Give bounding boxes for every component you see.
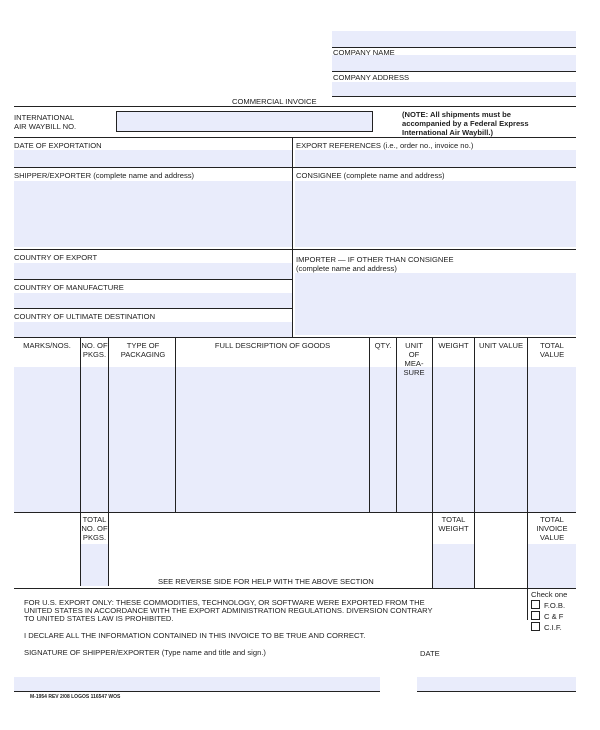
date-input[interactable] [417,677,576,691]
company-address-field-2[interactable] [332,82,576,96]
rule [80,337,81,586]
rule [417,691,576,692]
terms-option-label: C.I.F. [544,623,562,632]
export-statement-line3: TO UNITED STATES LAW IS PROHIBITED. [24,614,174,623]
rule [14,249,576,250]
terms-option-cif[interactable] [531,622,562,632]
packaging-column-input[interactable] [109,367,175,512]
weight-column-input[interactable] [433,367,474,512]
importer-label-line2: (complete name and address) [296,264,397,273]
awb-note-line3: International Air Waybill.) [402,128,493,137]
country-of-destination-input[interactable] [14,322,292,337]
header-weight: WEIGHT [438,341,469,350]
marks-column-input[interactable] [14,367,80,512]
total-pkgs-label: TOTAL NO. OF PKGS. [81,515,108,542]
export-statement-line1: FOR U.S. EXPORT ONLY: THESE COMMODITIES, TECHNOLOGY, OR SOFTWARE WERE EXPORTED FROM THE [24,598,425,607]
rule [292,137,293,337]
country-of-export-input[interactable] [14,263,292,279]
rule [14,337,576,338]
pkgs-column-input[interactable] [81,367,108,512]
export-references-input[interactable] [295,150,576,167]
header-description: FULL DESCRIPTION OF GOODS [214,341,331,350]
signature-label: SIGNATURE OF SHIPPER/EXPORTER (Type name and title and sign.) [24,648,266,657]
header-marks: MARKS/NOS. [23,341,71,350]
awb-label-line2: AIR WAYBILL NO. [14,122,77,131]
total-value-column-input[interactable] [528,367,576,512]
rule [332,71,576,72]
total-value-label: TOTAL INVOICE VALUE [536,515,568,542]
header-unit-value: UNIT VALUE [478,341,524,350]
rule [175,337,176,512]
total-pkgs-input[interactable] [81,544,108,586]
awb-note-line2: accompanied by a Federal Express [402,119,529,128]
awb-label-line1: INTERNATIONAL [14,113,75,122]
rule [369,337,370,512]
form-title: COMMERCIAL INVOICE [232,97,317,106]
rule [14,106,576,107]
total-weight-input[interactable] [433,544,474,588]
rule [14,137,576,138]
rule [14,308,292,309]
header-pkgs: NO. OF PKGS. [81,341,108,359]
country-of-manufacture-input[interactable] [14,293,292,308]
awb-note-line1: (NOTE: All shipments must be [402,110,511,119]
rule [14,167,576,168]
checkbox-icon[interactable] [531,622,540,631]
description-column-input[interactable] [176,367,369,512]
checkbox-icon[interactable] [531,600,540,609]
export-statement-line2: UNITED STATES IN ACCORDANCE WITH THE EXPORT ADMINISTRATION REGULATIONS. DIVERSION CONTRARY [24,606,433,615]
rule [527,337,528,620]
header-total-value: TOTAL VALUE [539,341,565,359]
date-label: DATE [420,649,440,658]
form-code: M-1954 REV 2/08 LOGOS 116547 WOS [30,694,121,700]
reverse-side-note: SEE REVERSE SIDE FOR HELP WITH THE ABOVE SECTION [158,577,374,586]
terms-option-cf[interactable] [531,611,563,621]
company-name-field[interactable] [332,31,576,47]
shipper-input[interactable] [14,181,292,247]
qty-column-input[interactable] [370,367,396,512]
importer-input[interactable] [295,273,576,335]
unit-column-input[interactable] [397,367,432,512]
rule [14,588,576,589]
shipper-label: SHIPPER/EXPORTER (complete name and address) [14,171,195,180]
terms-heading: Check one [531,590,568,599]
country-of-destination-label: COUNTRY OF ULTIMATE DESTINATION [14,312,156,321]
terms-option-fob[interactable] [531,600,565,610]
rule [396,337,397,512]
total-value-input[interactable] [528,544,576,588]
consignee-label: CONSIGNEE (complete name and address) [296,171,445,180]
rule [474,337,475,588]
date-of-exportation-label: DATE OF EXPORTATION [14,141,102,150]
header-qty: QTY. [374,341,392,350]
terms-option-label: F.O.B. [544,601,566,610]
rule [432,337,433,588]
rule [108,337,109,586]
country-of-manufacture-label: COUNTRY OF MANUFACTURE [14,283,124,292]
consignee-input[interactable] [295,181,576,247]
company-name-label: COMPANY NAME [333,48,395,57]
rule [332,96,576,97]
terms-option-label: C & F [544,612,564,621]
air-waybill-input[interactable] [116,111,373,132]
header-unit: UNIT OF MEA- SURE [403,341,425,377]
company-address-field[interactable] [332,55,576,71]
date-of-exportation-input[interactable] [14,150,292,167]
declaration-text: I DECLARE ALL THE INFORMATION CONTAINED IN THIS INVOICE TO BE TRUE AND CORRECT. [24,631,366,640]
country-of-export-label: COUNTRY OF EXPORT [14,253,98,262]
signature-input[interactable] [14,677,380,691]
export-references-label: EXPORT REFERENCES (i.e., order no., invoice no.) [296,141,474,150]
rule [14,512,576,513]
total-weight-label: TOTAL WEIGHT [438,515,469,533]
rule [14,279,292,280]
rule [14,691,380,692]
company-address-label: COMPANY ADDRESS [333,73,410,82]
unit-value-column-input[interactable] [475,367,527,512]
importer-label-line1: IMPORTER — IF OTHER THAN CONSIGNEE [296,255,454,264]
header-packaging: TYPE OF PACKAGING [120,341,166,359]
checkbox-icon[interactable] [531,611,540,620]
